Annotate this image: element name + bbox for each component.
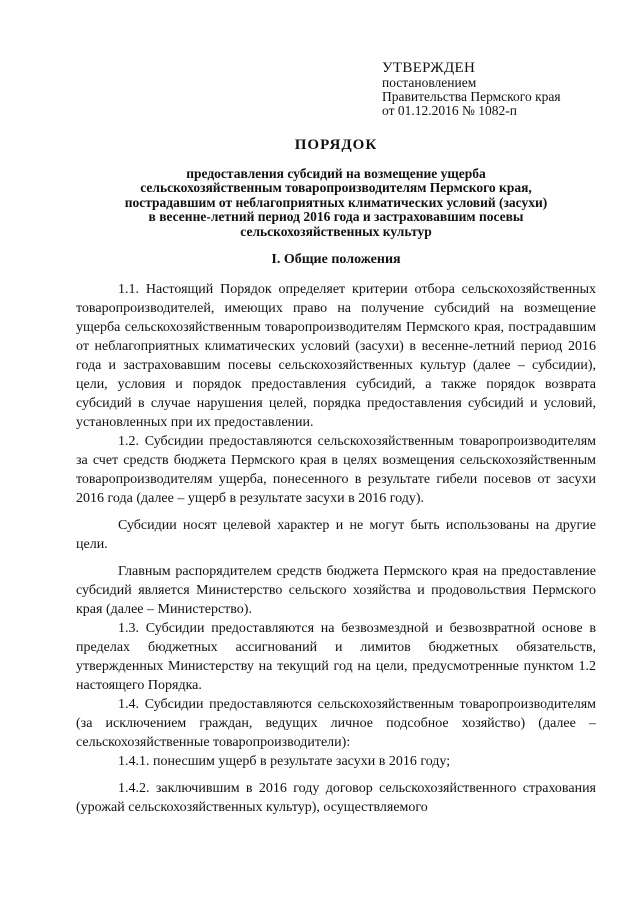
approval-stamp (382, 60, 622, 118)
approval-heading: УТВЕРЖДЕН (382, 60, 476, 76)
paragraph-1-4-1: 1.4.1. понесшим ущерб в результате засухи в 2016 году; (118, 754, 451, 770)
subtitle-line: в весенне-летний период 2016 года и застраховавшим посевы (148, 209, 524, 225)
document-body (76, 137, 596, 817)
paragraph-targeted-use: Субсидии носят целевой характер и не могут быть использованы на другие цели. (76, 518, 596, 553)
subtitle-line: предоставления субсидий на возмещение ущерба (186, 166, 486, 181)
document-title: ПОРЯДОК (294, 137, 378, 153)
approval-line-government: Правительства Пермского края (382, 89, 561, 104)
approval-line-date-number: от 01.12.2016 № 1082-п (382, 103, 517, 118)
subtitle-line: сельскохозяйственным товаропроизводителям Пермского края, (140, 180, 532, 196)
approval-line-resolution: постановлением (382, 75, 477, 90)
subtitle-line: пострадавшим от неблагоприятных климатических условий (засухи) (124, 194, 548, 210)
subtitle-line: сельскохозяйственных культур (240, 223, 432, 239)
paragraph-1-2: 1.2. Субсидии предоставляются сельскохозяйственным товаропроизводителям за счет средств бюджета Пермского края в целях возмещения сельскохозяйственным товаропроизводителям ущерба, понесенного в результате гибели посевов от засухи 2016 года (далее – ущерб в результате засухи в 2016 году). (76, 434, 596, 507)
paragraph-1-1: 1.1. Настоящий Порядок определяет критерии отбора сельскохозяйственных товаропроизводителей, имеющих право на получение субсидий на возмещение ущерба сельскохозяйственным товаропроизводителям Пермского края, пострадавшим от неблагоприятных климатических условий (засухи) в весенне-летний период 2016 года и застраховавшим посевы сельскохозяйственных культур (далее – субсидии), цели, условия и порядок предоставления субсидий, а также порядок возврата субсидий в случае нарушения целей, порядка предоставления субсидий и условий, установленных при их предоставлении. (76, 282, 596, 431)
paragraph-chief-administrator: Главным распорядителем средств бюджета Пермского края на предоставление субсидий является Министерство сельского хозяйства и продовольствия Пермского края (далее – Министерство). (76, 564, 596, 618)
document-subtitle (76, 167, 596, 239)
section-heading: I. Общие положения (271, 252, 401, 268)
paragraph-1-3: 1.3. Субсидии предоставляются на безвозмездной и безвозвратной основе в пределах бюджетных ассигнований и лимитов бюджетных обязательств, утвержденных Министерству на текущий год на цели, предусмотренные пунктом 1.2 настоящего Порядка. (76, 621, 596, 694)
paragraph-1-4-2: 1.4.2. заключившим в 2016 году договор сельскохозяйственного страхования (урожай сельскохозяйственных культур), осуществляемого (76, 781, 596, 816)
paragraph-1-4: 1.4. Субсидии предоставляются сельскохозяйственным товаропроизводителям (за исключением граждан, ведущих личное подсобное хозяйство) (далее – сельскохозяйственные товаропроизводители): (76, 697, 596, 751)
